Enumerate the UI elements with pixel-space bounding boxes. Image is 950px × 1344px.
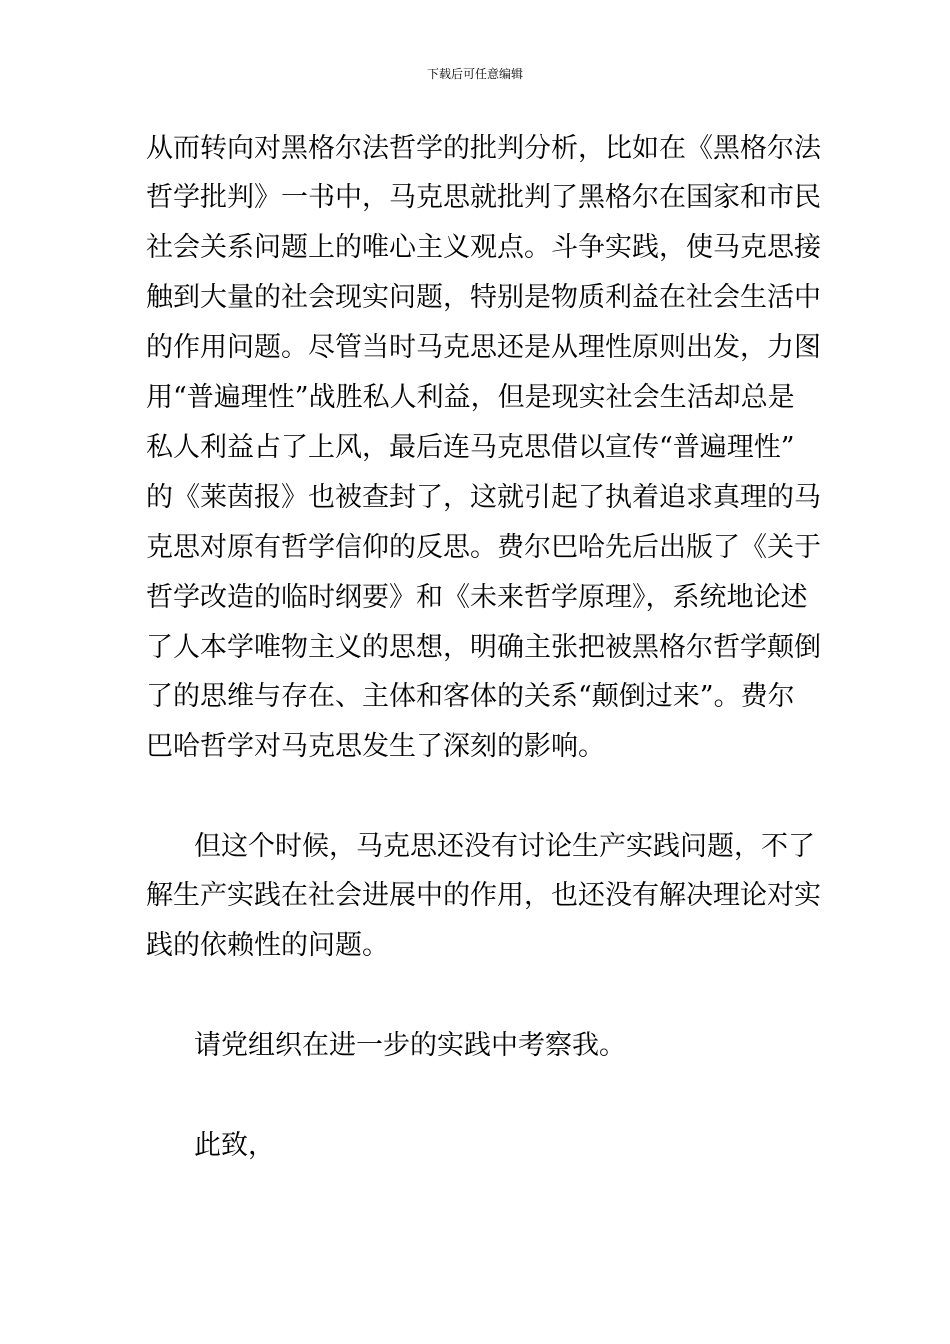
page-header: 下载后可任意编辑 <box>426 67 523 81</box>
text-line: 用“普遍理性”战胜私人利益，但是现实社会生活却总是 <box>146 382 795 413</box>
text-line: 哲学改造的临时纲要》和《未来哲学原理》，系统地论述 <box>146 582 808 613</box>
text-line: 私人利益占了上风，最后连马克思借以宣传“普遍理性” <box>146 432 795 463</box>
text-line: 哲学批判》一书中，马克思就批判了黑格尔在国家和市民 <box>146 182 821 213</box>
text-line: 践的依赖性的问题。 <box>146 930 389 961</box>
text-line: 从而转向对黑格尔法哲学的批判分析，比如在《黑格尔法 <box>146 133 821 164</box>
text-line: 但这个时候，马克思还没有讨论生产实践问题，不了 <box>194 831 815 862</box>
closing-salutation: 此致， <box>194 1130 275 1161</box>
text-line: 了人本学唯物主义的思想，明确主张把被黑格尔哲学颠倒 <box>146 632 821 663</box>
text-line: 解生产实践在社会进展中的作用，也还没有解决理论对实 <box>146 880 821 911</box>
text-line: 克思对原有哲学信仰的反思。费尔巴哈先后出版了《关于 <box>146 532 821 563</box>
text-line: 的作用问题。尽管当时马克思还是从理性原则出发，力图 <box>146 332 821 363</box>
text-line: 了的思维与存在、主体和客体的关系“颠倒过来”。费尔 <box>146 681 795 712</box>
text-line: 触到大量的社会现实问题，特别是物质利益在社会生活中 <box>146 282 821 313</box>
text-line: 巴哈哲学对马克思发生了深刻的影响。 <box>146 731 605 762</box>
text-line: 请党组织在进一步的实践中考察我。 <box>194 1030 626 1061</box>
text-line: 社会关系问题上的唯心主义观点。斗争实践，使马克思接 <box>146 232 821 263</box>
text-line: 的《莱茵报》也被查封了，这就引起了执着追求真理的马 <box>146 482 821 513</box>
